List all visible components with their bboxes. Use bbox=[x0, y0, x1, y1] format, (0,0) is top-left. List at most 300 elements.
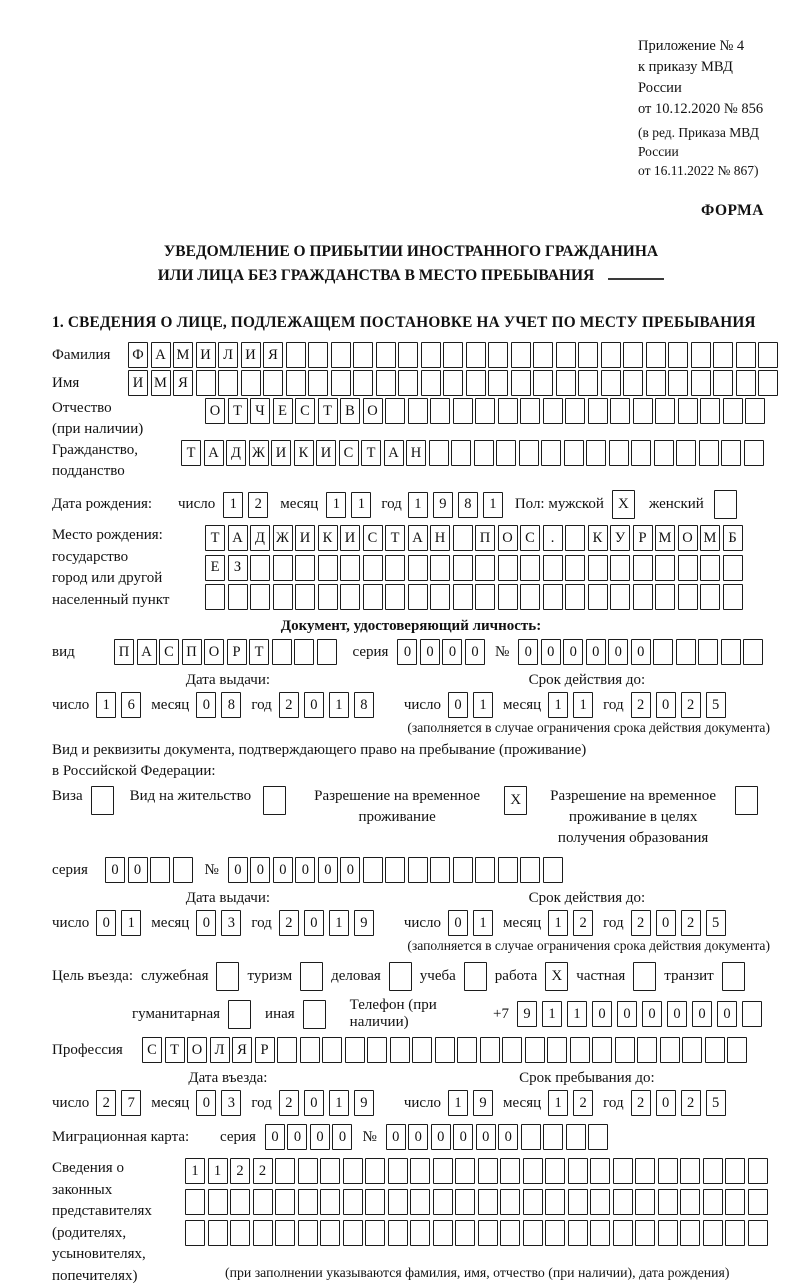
char-cell[interactable] bbox=[748, 1189, 768, 1215]
char-cell[interactable] bbox=[453, 555, 473, 581]
char-cell[interactable] bbox=[713, 370, 733, 396]
char-cell[interactable] bbox=[273, 555, 293, 581]
char-cell[interactable] bbox=[275, 1220, 295, 1246]
char-cell[interactable] bbox=[320, 1158, 340, 1184]
char-cell[interactable]: З bbox=[228, 555, 248, 581]
char-cell[interactable] bbox=[421, 370, 441, 396]
char-cell[interactable] bbox=[633, 584, 653, 610]
char-cell[interactable] bbox=[590, 1220, 610, 1246]
char-cell[interactable] bbox=[390, 1037, 410, 1063]
char-cell[interactable] bbox=[723, 398, 743, 424]
char-cell[interactable] bbox=[748, 1220, 768, 1246]
char-cell[interactable] bbox=[725, 1189, 745, 1215]
char-cell[interactable] bbox=[295, 555, 315, 581]
char-cell[interactable]: 9 bbox=[517, 1001, 537, 1027]
char-cell[interactable]: 5 bbox=[706, 1090, 726, 1116]
char-cell[interactable]: И bbox=[340, 525, 360, 551]
char-cell[interactable]: 1 bbox=[223, 492, 243, 518]
char-cell[interactable]: 0 bbox=[656, 692, 676, 718]
char-cell[interactable] bbox=[500, 1158, 520, 1184]
char-cell[interactable]: 0 bbox=[642, 1001, 662, 1027]
char-cell[interactable] bbox=[523, 1189, 543, 1215]
char-cell[interactable] bbox=[421, 342, 441, 368]
char-cell[interactable] bbox=[408, 584, 428, 610]
char-cell[interactable] bbox=[365, 1158, 385, 1184]
char-cell[interactable] bbox=[241, 370, 261, 396]
char-cell[interactable] bbox=[478, 1158, 498, 1184]
char-cell[interactable] bbox=[205, 584, 225, 610]
char-cell[interactable]: С bbox=[339, 440, 359, 466]
char-cell[interactable] bbox=[478, 1220, 498, 1246]
char-cell[interactable] bbox=[565, 525, 585, 551]
char-cell[interactable]: 1 bbox=[326, 492, 346, 518]
char-cell[interactable] bbox=[253, 1220, 273, 1246]
char-cell[interactable] bbox=[408, 398, 428, 424]
char-cell[interactable] bbox=[613, 1189, 633, 1215]
char-cell[interactable] bbox=[590, 1189, 610, 1215]
char-cell[interactable] bbox=[453, 584, 473, 610]
char-cell[interactable] bbox=[250, 555, 270, 581]
char-cell[interactable] bbox=[498, 555, 518, 581]
char-cell[interactable] bbox=[691, 342, 711, 368]
char-cell[interactable] bbox=[228, 1000, 251, 1029]
char-cell[interactable] bbox=[543, 584, 563, 610]
char-cell[interactable]: 0 bbox=[465, 639, 485, 665]
char-cell[interactable]: О bbox=[187, 1037, 207, 1063]
char-cell[interactable]: 0 bbox=[448, 910, 468, 936]
char-cell[interactable]: И bbox=[295, 525, 315, 551]
char-cell[interactable]: 0 bbox=[304, 1090, 324, 1116]
char-cell[interactable]: 0 bbox=[431, 1124, 451, 1150]
char-cell[interactable]: 0 bbox=[265, 1124, 285, 1150]
char-cell[interactable]: 9 bbox=[473, 1090, 493, 1116]
char-cell[interactable] bbox=[340, 584, 360, 610]
char-cell[interactable]: 8 bbox=[221, 692, 241, 718]
char-cell[interactable] bbox=[543, 398, 563, 424]
char-cell[interactable] bbox=[545, 1220, 565, 1246]
char-cell[interactable]: Я bbox=[263, 342, 283, 368]
char-cell[interactable] bbox=[253, 1189, 273, 1215]
char-cell[interactable]: А bbox=[137, 639, 157, 665]
char-cell[interactable] bbox=[318, 584, 338, 610]
char-cell[interactable] bbox=[353, 370, 373, 396]
char-cell[interactable]: С bbox=[520, 525, 540, 551]
char-cell[interactable]: Т bbox=[249, 639, 269, 665]
char-cell[interactable] bbox=[723, 584, 743, 610]
char-cell[interactable]: 1 bbox=[185, 1158, 205, 1184]
char-cell[interactable]: И bbox=[128, 370, 148, 396]
char-cell[interactable]: 6 bbox=[121, 692, 141, 718]
char-cell[interactable]: 0 bbox=[586, 639, 606, 665]
char-cell[interactable]: . bbox=[543, 525, 563, 551]
char-cell[interactable] bbox=[590, 1158, 610, 1184]
char-cell[interactable]: О bbox=[678, 525, 698, 551]
char-cell[interactable]: 0 bbox=[310, 1124, 330, 1150]
char-cell[interactable]: 9 bbox=[354, 1090, 374, 1116]
char-cell[interactable]: К bbox=[294, 440, 314, 466]
char-cell[interactable]: А bbox=[151, 342, 171, 368]
char-cell[interactable] bbox=[363, 584, 383, 610]
char-cell[interactable] bbox=[230, 1220, 250, 1246]
char-cell[interactable] bbox=[343, 1189, 363, 1215]
char-cell[interactable]: 0 bbox=[498, 1124, 518, 1150]
char-cell[interactable]: К bbox=[588, 525, 608, 551]
char-cell[interactable] bbox=[410, 1189, 430, 1215]
char-cell[interactable]: 9 bbox=[433, 492, 453, 518]
char-cell[interactable] bbox=[376, 370, 396, 396]
char-cell[interactable]: С bbox=[363, 525, 383, 551]
char-cell[interactable]: 2 bbox=[681, 910, 701, 936]
char-cell[interactable]: 0 bbox=[295, 857, 315, 883]
char-cell[interactable] bbox=[543, 1124, 563, 1150]
char-cell[interactable] bbox=[308, 370, 328, 396]
char-cell[interactable]: 0 bbox=[453, 1124, 473, 1150]
char-cell[interactable] bbox=[389, 962, 412, 991]
char-cell[interactable] bbox=[216, 962, 239, 991]
char-cell[interactable] bbox=[294, 639, 314, 665]
char-cell[interactable]: А bbox=[384, 440, 404, 466]
char-cell[interactable] bbox=[609, 440, 629, 466]
char-cell[interactable] bbox=[275, 1189, 295, 1215]
char-cell[interactable] bbox=[633, 555, 653, 581]
char-cell[interactable] bbox=[385, 584, 405, 610]
char-cell[interactable]: 0 bbox=[332, 1124, 352, 1150]
char-cell[interactable] bbox=[615, 1037, 635, 1063]
char-cell[interactable]: Т bbox=[385, 525, 405, 551]
char-cell[interactable]: 1 bbox=[542, 1001, 562, 1027]
char-cell[interactable] bbox=[331, 370, 351, 396]
char-cell[interactable]: С bbox=[295, 398, 315, 424]
char-cell[interactable] bbox=[320, 1189, 340, 1215]
char-cell[interactable] bbox=[466, 342, 486, 368]
char-cell[interactable] bbox=[412, 1037, 432, 1063]
char-cell[interactable] bbox=[218, 370, 238, 396]
char-cell[interactable]: 2 bbox=[631, 692, 651, 718]
char-cell[interactable]: 0 bbox=[631, 639, 651, 665]
char-cell[interactable] bbox=[343, 1220, 363, 1246]
char-cell[interactable] bbox=[150, 857, 170, 883]
char-cell[interactable]: 2 bbox=[573, 910, 593, 936]
char-cell[interactable] bbox=[303, 1000, 326, 1029]
char-cell[interactable]: 1 bbox=[351, 492, 371, 518]
char-cell[interactable] bbox=[680, 1220, 700, 1246]
char-cell[interactable]: Я bbox=[232, 1037, 252, 1063]
char-cell[interactable] bbox=[610, 398, 630, 424]
char-cell[interactable] bbox=[480, 1037, 500, 1063]
char-cell[interactable] bbox=[475, 555, 495, 581]
char-cell[interactable] bbox=[453, 525, 473, 551]
char-cell[interactable] bbox=[635, 1158, 655, 1184]
char-cell[interactable] bbox=[655, 555, 675, 581]
char-cell[interactable] bbox=[565, 398, 585, 424]
char-cell[interactable] bbox=[523, 1220, 543, 1246]
char-cell[interactable] bbox=[547, 1037, 567, 1063]
char-cell[interactable] bbox=[653, 639, 673, 665]
char-cell[interactable] bbox=[676, 440, 696, 466]
char-cell[interactable]: 1 bbox=[567, 1001, 587, 1027]
char-cell[interactable] bbox=[721, 440, 741, 466]
char-cell[interactable]: X bbox=[545, 962, 568, 991]
char-cell[interactable] bbox=[705, 1037, 725, 1063]
char-cell[interactable]: У bbox=[610, 525, 630, 551]
char-cell[interactable] bbox=[703, 1158, 723, 1184]
char-cell[interactable] bbox=[363, 857, 383, 883]
char-cell[interactable] bbox=[433, 1158, 453, 1184]
char-cell[interactable] bbox=[429, 440, 449, 466]
char-cell[interactable]: 9 bbox=[354, 910, 374, 936]
char-cell[interactable] bbox=[443, 370, 463, 396]
char-cell[interactable] bbox=[678, 555, 698, 581]
char-cell[interactable]: Д bbox=[226, 440, 246, 466]
char-cell[interactable] bbox=[570, 1037, 590, 1063]
char-cell[interactable] bbox=[502, 1037, 522, 1063]
char-cell[interactable]: 8 bbox=[458, 492, 478, 518]
char-cell[interactable] bbox=[488, 342, 508, 368]
char-cell[interactable]: К bbox=[318, 525, 338, 551]
char-cell[interactable]: О bbox=[363, 398, 383, 424]
char-cell[interactable]: 1 bbox=[548, 692, 568, 718]
char-cell[interactable] bbox=[410, 1220, 430, 1246]
char-cell[interactable]: П bbox=[475, 525, 495, 551]
char-cell[interactable]: 2 bbox=[279, 692, 299, 718]
char-cell[interactable]: П bbox=[182, 639, 202, 665]
char-cell[interactable] bbox=[743, 639, 763, 665]
char-cell[interactable]: Л bbox=[218, 342, 238, 368]
char-cell[interactable] bbox=[388, 1220, 408, 1246]
char-cell[interactable] bbox=[568, 1158, 588, 1184]
char-cell[interactable] bbox=[742, 1001, 762, 1027]
char-cell[interactable] bbox=[317, 639, 337, 665]
char-cell[interactable]: Б bbox=[723, 525, 743, 551]
char-cell[interactable] bbox=[488, 370, 508, 396]
char-cell[interactable] bbox=[660, 1037, 680, 1063]
char-cell[interactable]: М bbox=[655, 525, 675, 551]
char-cell[interactable] bbox=[340, 555, 360, 581]
char-cell[interactable]: 5 bbox=[706, 910, 726, 936]
char-cell[interactable]: 2 bbox=[230, 1158, 250, 1184]
char-cell[interactable] bbox=[410, 1158, 430, 1184]
char-cell[interactable] bbox=[631, 440, 651, 466]
char-cell[interactable]: Ж bbox=[249, 440, 269, 466]
char-cell[interactable]: 0 bbox=[287, 1124, 307, 1150]
char-cell[interactable] bbox=[478, 1189, 498, 1215]
char-cell[interactable]: 1 bbox=[121, 910, 141, 936]
char-cell[interactable]: 0 bbox=[656, 910, 676, 936]
char-cell[interactable] bbox=[275, 1158, 295, 1184]
char-cell[interactable] bbox=[601, 342, 621, 368]
char-cell[interactable]: 2 bbox=[573, 1090, 593, 1116]
char-cell[interactable] bbox=[521, 1124, 541, 1150]
char-cell[interactable] bbox=[430, 584, 450, 610]
char-cell[interactable]: Т bbox=[361, 440, 381, 466]
char-cell[interactable] bbox=[500, 1220, 520, 1246]
char-cell[interactable] bbox=[500, 1189, 520, 1215]
char-cell[interactable] bbox=[376, 342, 396, 368]
char-cell[interactable]: Л bbox=[210, 1037, 230, 1063]
char-cell[interactable]: Н bbox=[406, 440, 426, 466]
char-cell[interactable]: Ж bbox=[273, 525, 293, 551]
char-cell[interactable] bbox=[744, 440, 764, 466]
char-cell[interactable] bbox=[496, 440, 516, 466]
char-cell[interactable] bbox=[592, 1037, 612, 1063]
char-cell[interactable]: 2 bbox=[253, 1158, 273, 1184]
char-cell[interactable]: Д bbox=[250, 525, 270, 551]
char-cell[interactable]: 2 bbox=[96, 1090, 116, 1116]
char-cell[interactable] bbox=[367, 1037, 387, 1063]
char-cell[interactable] bbox=[568, 1220, 588, 1246]
char-cell[interactable] bbox=[345, 1037, 365, 1063]
char-cell[interactable]: 0 bbox=[250, 857, 270, 883]
char-cell[interactable]: 1 bbox=[329, 910, 349, 936]
char-cell[interactable] bbox=[520, 555, 540, 581]
char-cell[interactable]: Ч bbox=[250, 398, 270, 424]
char-cell[interactable]: 0 bbox=[105, 857, 125, 883]
char-cell[interactable] bbox=[588, 555, 608, 581]
char-cell[interactable] bbox=[680, 1189, 700, 1215]
char-cell[interactable]: 2 bbox=[279, 910, 299, 936]
char-cell[interactable] bbox=[637, 1037, 657, 1063]
char-cell[interactable] bbox=[678, 398, 698, 424]
char-cell[interactable] bbox=[455, 1220, 475, 1246]
char-cell[interactable]: 0 bbox=[386, 1124, 406, 1150]
char-cell[interactable] bbox=[475, 584, 495, 610]
char-cell[interactable] bbox=[363, 555, 383, 581]
char-cell[interactable] bbox=[398, 342, 418, 368]
char-cell[interactable] bbox=[623, 370, 643, 396]
char-cell[interactable] bbox=[610, 555, 630, 581]
char-cell[interactable]: С bbox=[159, 639, 179, 665]
char-cell[interactable]: 0 bbox=[340, 857, 360, 883]
char-cell[interactable] bbox=[566, 1124, 586, 1150]
char-cell[interactable] bbox=[725, 1220, 745, 1246]
char-cell[interactable] bbox=[474, 440, 494, 466]
char-cell[interactable]: 1 bbox=[548, 910, 568, 936]
char-cell[interactable]: П bbox=[114, 639, 134, 665]
char-cell[interactable] bbox=[758, 370, 778, 396]
char-cell[interactable]: 0 bbox=[304, 692, 324, 718]
char-cell[interactable] bbox=[365, 1189, 385, 1215]
char-cell[interactable] bbox=[736, 342, 756, 368]
char-cell[interactable]: 8 bbox=[354, 692, 374, 718]
char-cell[interactable] bbox=[725, 1158, 745, 1184]
char-cell[interactable] bbox=[475, 857, 495, 883]
char-cell[interactable]: 2 bbox=[631, 910, 651, 936]
char-cell[interactable] bbox=[721, 639, 741, 665]
char-cell[interactable]: 1 bbox=[329, 692, 349, 718]
char-cell[interactable]: О bbox=[204, 639, 224, 665]
char-cell[interactable] bbox=[658, 1189, 678, 1215]
char-cell[interactable] bbox=[727, 1037, 747, 1063]
char-cell[interactable] bbox=[318, 555, 338, 581]
char-cell[interactable] bbox=[691, 370, 711, 396]
char-cell[interactable]: 0 bbox=[541, 639, 561, 665]
char-cell[interactable]: X bbox=[612, 490, 635, 519]
char-cell[interactable] bbox=[735, 786, 758, 815]
char-cell[interactable]: X bbox=[504, 786, 527, 815]
char-cell[interactable]: В bbox=[340, 398, 360, 424]
char-cell[interactable] bbox=[272, 639, 292, 665]
char-cell[interactable] bbox=[300, 1037, 320, 1063]
char-cell[interactable] bbox=[680, 1158, 700, 1184]
char-cell[interactable] bbox=[623, 342, 643, 368]
char-cell[interactable] bbox=[430, 398, 450, 424]
char-cell[interactable] bbox=[564, 440, 584, 466]
char-cell[interactable] bbox=[185, 1189, 205, 1215]
char-cell[interactable]: 2 bbox=[279, 1090, 299, 1116]
char-cell[interactable] bbox=[308, 342, 328, 368]
char-cell[interactable] bbox=[430, 857, 450, 883]
char-cell[interactable]: 7 bbox=[121, 1090, 141, 1116]
char-cell[interactable]: Р bbox=[633, 525, 653, 551]
char-cell[interactable] bbox=[613, 1220, 633, 1246]
char-cell[interactable]: 0 bbox=[656, 1090, 676, 1116]
char-cell[interactable] bbox=[745, 398, 765, 424]
char-cell[interactable] bbox=[586, 440, 606, 466]
char-cell[interactable] bbox=[498, 584, 518, 610]
char-cell[interactable]: 0 bbox=[128, 857, 148, 883]
char-cell[interactable]: 0 bbox=[476, 1124, 496, 1150]
char-cell[interactable] bbox=[568, 1189, 588, 1215]
char-cell[interactable]: 0 bbox=[563, 639, 583, 665]
char-cell[interactable]: А bbox=[228, 525, 248, 551]
char-cell[interactable]: 0 bbox=[408, 1124, 428, 1150]
char-cell[interactable] bbox=[714, 490, 737, 519]
char-cell[interactable] bbox=[475, 398, 495, 424]
char-cell[interactable] bbox=[713, 342, 733, 368]
char-cell[interactable]: 0 bbox=[196, 1090, 216, 1116]
char-cell[interactable] bbox=[655, 398, 675, 424]
char-cell[interactable] bbox=[758, 342, 778, 368]
char-cell[interactable]: Т bbox=[165, 1037, 185, 1063]
char-cell[interactable]: 1 bbox=[408, 492, 428, 518]
char-cell[interactable] bbox=[385, 398, 405, 424]
char-cell[interactable]: И bbox=[196, 342, 216, 368]
char-cell[interactable]: 1 bbox=[329, 1090, 349, 1116]
char-cell[interactable]: И bbox=[316, 440, 336, 466]
char-cell[interactable] bbox=[588, 398, 608, 424]
char-cell[interactable] bbox=[208, 1189, 228, 1215]
char-cell[interactable]: 2 bbox=[248, 492, 268, 518]
char-cell[interactable] bbox=[698, 639, 718, 665]
char-cell[interactable] bbox=[655, 584, 675, 610]
char-cell[interactable] bbox=[682, 1037, 702, 1063]
char-cell[interactable] bbox=[658, 1220, 678, 1246]
char-cell[interactable] bbox=[196, 370, 216, 396]
char-cell[interactable] bbox=[322, 1037, 342, 1063]
char-cell[interactable] bbox=[343, 1158, 363, 1184]
char-cell[interactable] bbox=[457, 1037, 477, 1063]
char-cell[interactable] bbox=[635, 1189, 655, 1215]
char-cell[interactable] bbox=[295, 584, 315, 610]
char-cell[interactable]: 0 bbox=[273, 857, 293, 883]
char-cell[interactable]: 1 bbox=[208, 1158, 228, 1184]
char-cell[interactable] bbox=[545, 1189, 565, 1215]
char-cell[interactable]: 0 bbox=[420, 639, 440, 665]
char-cell[interactable] bbox=[646, 342, 666, 368]
char-cell[interactable]: 1 bbox=[483, 492, 503, 518]
char-cell[interactable] bbox=[703, 1220, 723, 1246]
char-cell[interactable]: 2 bbox=[681, 692, 701, 718]
char-cell[interactable]: 0 bbox=[667, 1001, 687, 1027]
char-cell[interactable] bbox=[298, 1220, 318, 1246]
char-cell[interactable] bbox=[700, 555, 720, 581]
char-cell[interactable]: 1 bbox=[473, 910, 493, 936]
char-cell[interactable]: 0 bbox=[518, 639, 538, 665]
char-cell[interactable]: Т bbox=[228, 398, 248, 424]
char-cell[interactable] bbox=[700, 584, 720, 610]
char-cell[interactable] bbox=[541, 440, 561, 466]
char-cell[interactable]: М bbox=[173, 342, 193, 368]
